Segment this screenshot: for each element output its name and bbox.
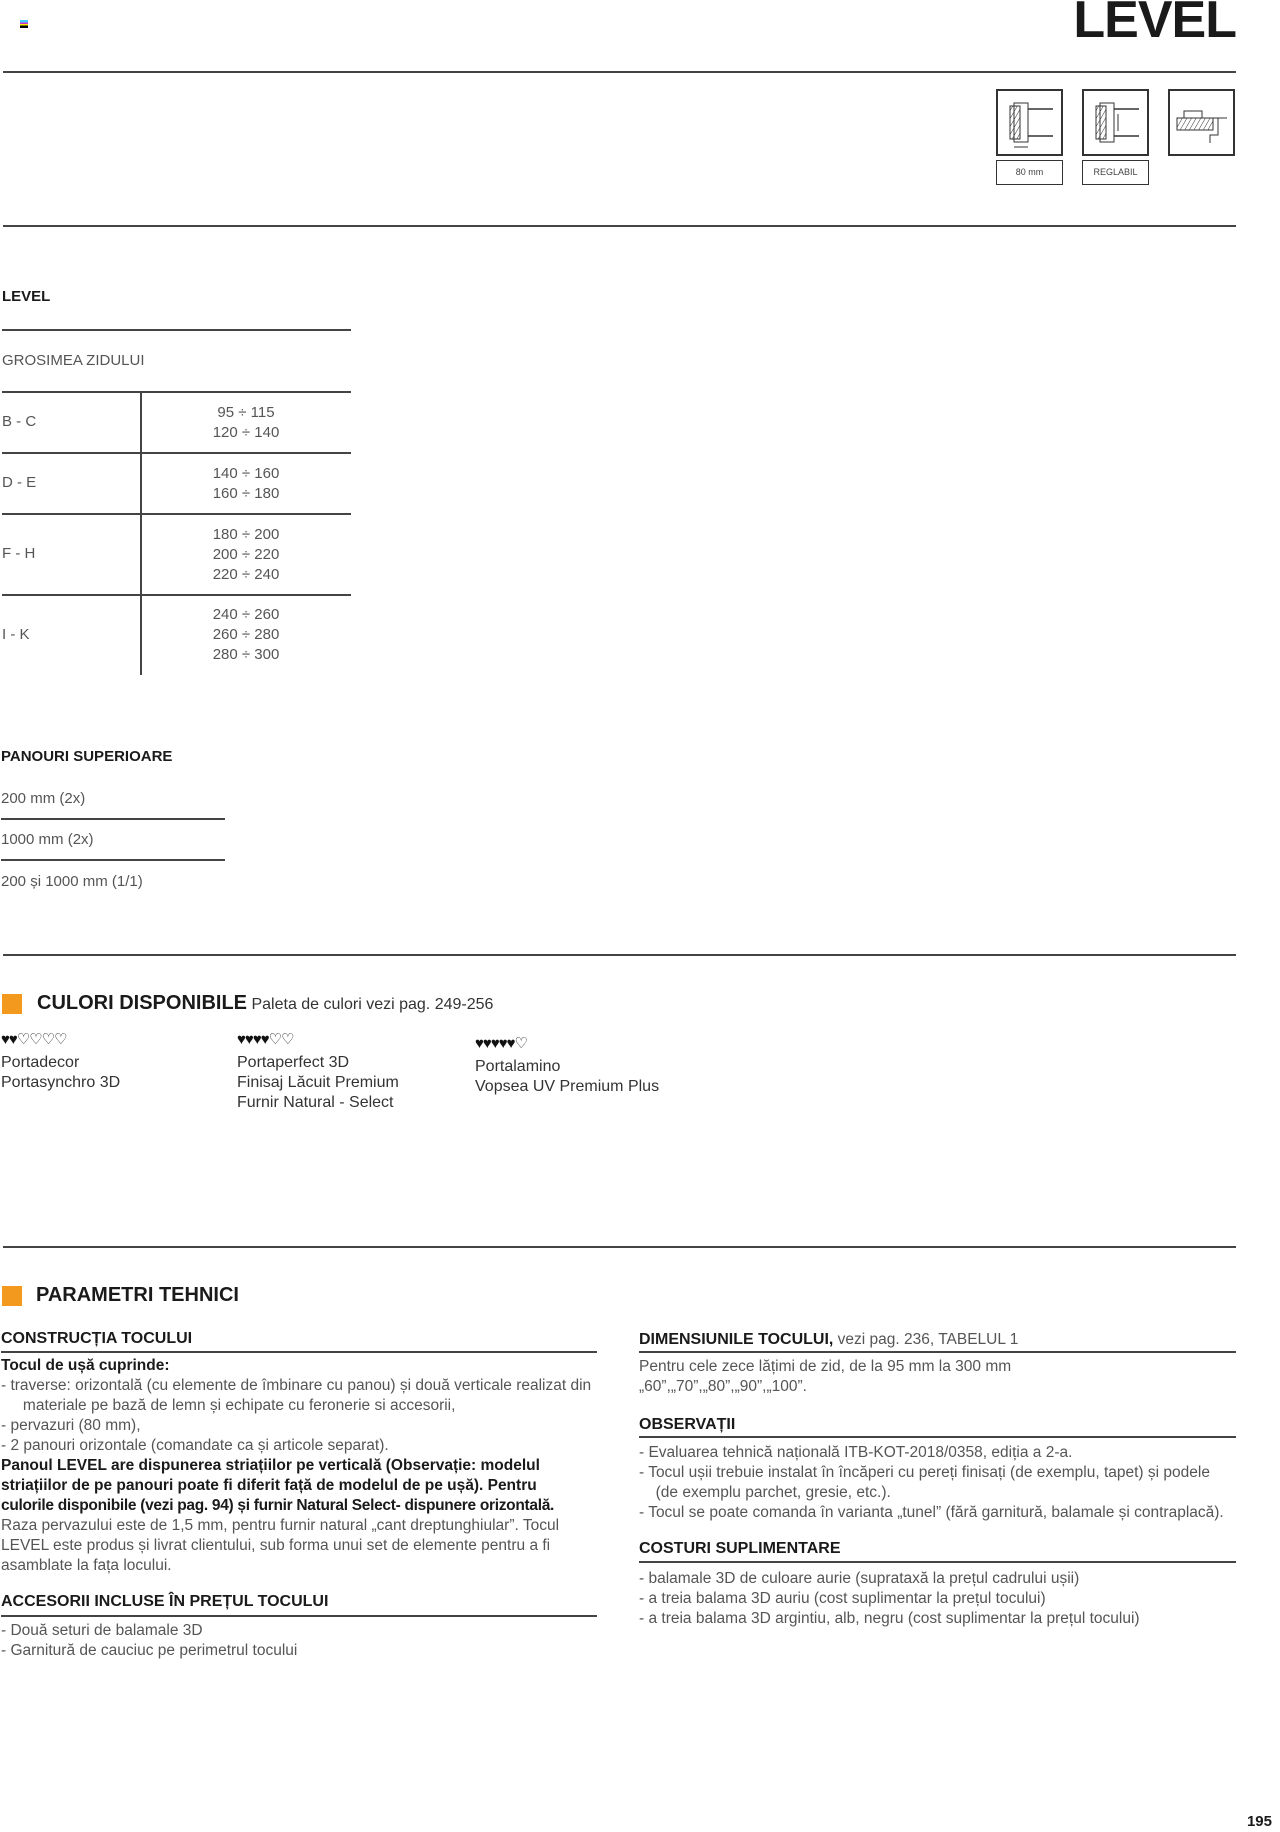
divider bbox=[1, 1615, 597, 1617]
divider bbox=[3, 71, 1236, 73]
text-line: LEVEL este produs și livrat clientului, sub forma unui set de elemente pentru a fi bbox=[1, 1537, 551, 1554]
color-item: Finisaj Lăcuit Premium bbox=[237, 1074, 399, 1091]
dimensions-heading bbox=[639, 1330, 1018, 1350]
text-line: - 2 panouri orizontale (comandate ca și articole separat). bbox=[1, 1437, 389, 1454]
row-value: 95 ÷ 115 bbox=[217, 404, 275, 421]
text-line: culorile disponibile (vezi pag. 94) și furnir Natural Select- dispunere orizontală. bbox=[1, 1497, 555, 1514]
column-divider bbox=[140, 393, 142, 675]
panels-title: PANOURI SUPERIOARE bbox=[1, 748, 173, 765]
observations-title: OBSERVAȚII bbox=[639, 1416, 736, 1433]
row-value: 180 ÷ 200 bbox=[212, 526, 280, 543]
panel-item: 1000 mm (2x) bbox=[1, 831, 94, 848]
list-item: - a treia balama 3D argintiu, alb, negru (cost suplimentar la prețul tocului) bbox=[639, 1610, 1140, 1627]
divider bbox=[2, 391, 351, 393]
divider bbox=[3, 954, 1236, 956]
list-item: (de exemplu parchet, gresie, etc.). bbox=[647, 1484, 891, 1501]
divider bbox=[639, 1436, 1236, 1438]
text-line: Pentru cele zece lățimi de zid, de la 95 mm la 300 mm bbox=[639, 1358, 1012, 1375]
diamond-rating-5: ♥♥♥♥♥♡ bbox=[475, 1035, 527, 1052]
divider bbox=[639, 1561, 1236, 1563]
row-label: F - H bbox=[2, 545, 36, 562]
row-value: 280 ÷ 300 bbox=[212, 646, 280, 663]
costs-title: COSTURI SUPLIMENTARE bbox=[639, 1540, 841, 1557]
print-color-mark bbox=[20, 20, 28, 28]
page-title: LEVEL bbox=[1073, 0, 1236, 49]
divider bbox=[3, 1246, 1236, 1248]
list-item: - Tocul ușii trebuie instalat în încăperi cu pereți finisați (de exemplu, tapet) și podele bbox=[639, 1464, 1210, 1481]
row-label: D - E bbox=[2, 474, 37, 491]
divider bbox=[2, 594, 351, 596]
text-line: striațiilor de pe panouri poate fi diferit față de modelul de pe ușă). Pentru bbox=[1, 1477, 537, 1494]
list-item: - Garnitură de cauciuc pe perimetrul tocului bbox=[1, 1642, 298, 1659]
divider bbox=[2, 452, 351, 454]
construction-title: CONSTRUCȚIA TOCULUI bbox=[1, 1330, 193, 1347]
text-line: Panoul LEVEL are dispunerea striațiilor pe verticală (Observație: modelul bbox=[1, 1457, 540, 1474]
divider bbox=[2, 329, 351, 331]
orange-square-icon bbox=[2, 994, 22, 1014]
colors-heading bbox=[37, 992, 493, 1015]
color-item: Furnir Natural - Select bbox=[237, 1094, 394, 1111]
list-item: - a treia balama 3D auriu (cost suplimentar la prețul tocului) bbox=[639, 1590, 1046, 1607]
row-value: 160 ÷ 180 bbox=[212, 485, 280, 502]
accessories-title: ACCESORII INCLUSE ÎN PREȚUL TOCULUI bbox=[1, 1593, 329, 1610]
page-number: 195 bbox=[1246, 1813, 1272, 1830]
row-value: 240 ÷ 260 bbox=[212, 606, 280, 623]
color-item: Portasynchro 3D bbox=[1, 1074, 121, 1091]
color-item: Portaperfect 3D bbox=[237, 1054, 350, 1071]
text-line: asamblate la fața locului. bbox=[1, 1557, 172, 1574]
list-item: - balamale 3D de culoare aurie (supratаxă la prețul cadrului ușii) bbox=[639, 1570, 1080, 1587]
list-item: - Tocul se poate comanda în varianta „tunel” (fără garnitură, balamale și contraplacă). bbox=[639, 1504, 1224, 1521]
list-item: - Două seturi de balamale 3D bbox=[1, 1622, 203, 1639]
row-value: 120 ÷ 140 bbox=[212, 424, 280, 441]
color-item: Vopsea UV Premium Plus bbox=[475, 1078, 660, 1095]
divider bbox=[1, 859, 225, 861]
divider bbox=[2, 513, 351, 515]
divider bbox=[639, 1351, 1236, 1353]
list-item: - Evaluarea tehnică națională ITB-KOT-2018/0358, ediția a 2-a. bbox=[639, 1444, 1073, 1461]
dimensions-ref: vezi pag. 236, TABELUL 1 bbox=[833, 1331, 1019, 1348]
icon-label-adjustable: REGLABIL bbox=[1082, 160, 1149, 185]
text-line: Raza pervazului este de 1,5 mm, pentru furnir natural „cant dreptunghiular”. Tocul bbox=[1, 1517, 560, 1534]
row-value: 200 ÷ 220 bbox=[212, 546, 280, 563]
row-value: 260 ÷ 280 bbox=[212, 626, 280, 643]
dimensions-title: DIMENSIUNILE TOCULUI, bbox=[639, 1331, 834, 1348]
panel-item: 200 și 1000 mm (1/1) bbox=[1, 873, 143, 890]
divider bbox=[3, 225, 1236, 227]
diamond-rating-2: ♥♥♡♡♡♡ bbox=[1, 1031, 67, 1048]
divider bbox=[1, 818, 225, 820]
icon-label-width: 80 mm bbox=[996, 160, 1063, 185]
diamond-rating-4: ♥♥♥♥♡♡ bbox=[237, 1031, 294, 1048]
frame-profile-icon bbox=[1168, 89, 1235, 156]
divider bbox=[1, 1351, 597, 1353]
row-label: B - C bbox=[2, 413, 37, 430]
panel-item: 200 mm (2x) bbox=[1, 790, 86, 807]
text-line: „60”,„70”,„80”,„90”,„100”. bbox=[639, 1378, 807, 1395]
text-line: - pervazuri (80 mm), bbox=[1, 1417, 141, 1434]
frame-adjustable-icon bbox=[1082, 89, 1149, 156]
table-title: LEVEL bbox=[2, 288, 51, 305]
construction-intro: Tocul de ușă cuprinde: bbox=[1, 1357, 170, 1374]
params-title: PARAMETRI TEHNICI bbox=[36, 1284, 239, 1306]
frame-width-icon bbox=[996, 89, 1063, 156]
orange-square-icon bbox=[2, 1286, 22, 1306]
colors-title: CULORI DISPONIBILE bbox=[37, 992, 248, 1014]
color-item: Portalamino bbox=[475, 1058, 561, 1075]
text-line: materiale pe bază de lemn și echipate cu feronerie si accesorii, bbox=[10, 1397, 456, 1414]
table-header: GROSIMEA ZIDULUI bbox=[2, 352, 145, 369]
colors-subtitle: Paleta de culori vezi pag. 249-256 bbox=[251, 996, 494, 1013]
row-value: 220 ÷ 240 bbox=[212, 566, 280, 583]
row-label: I - K bbox=[2, 626, 30, 643]
text-line: - traverse: orizontală (cu elemente de îmbinare cu panou) și două verticale realizat din bbox=[1, 1377, 592, 1394]
row-value: 140 ÷ 160 bbox=[212, 465, 280, 482]
color-item: Portadecor bbox=[1, 1054, 80, 1071]
